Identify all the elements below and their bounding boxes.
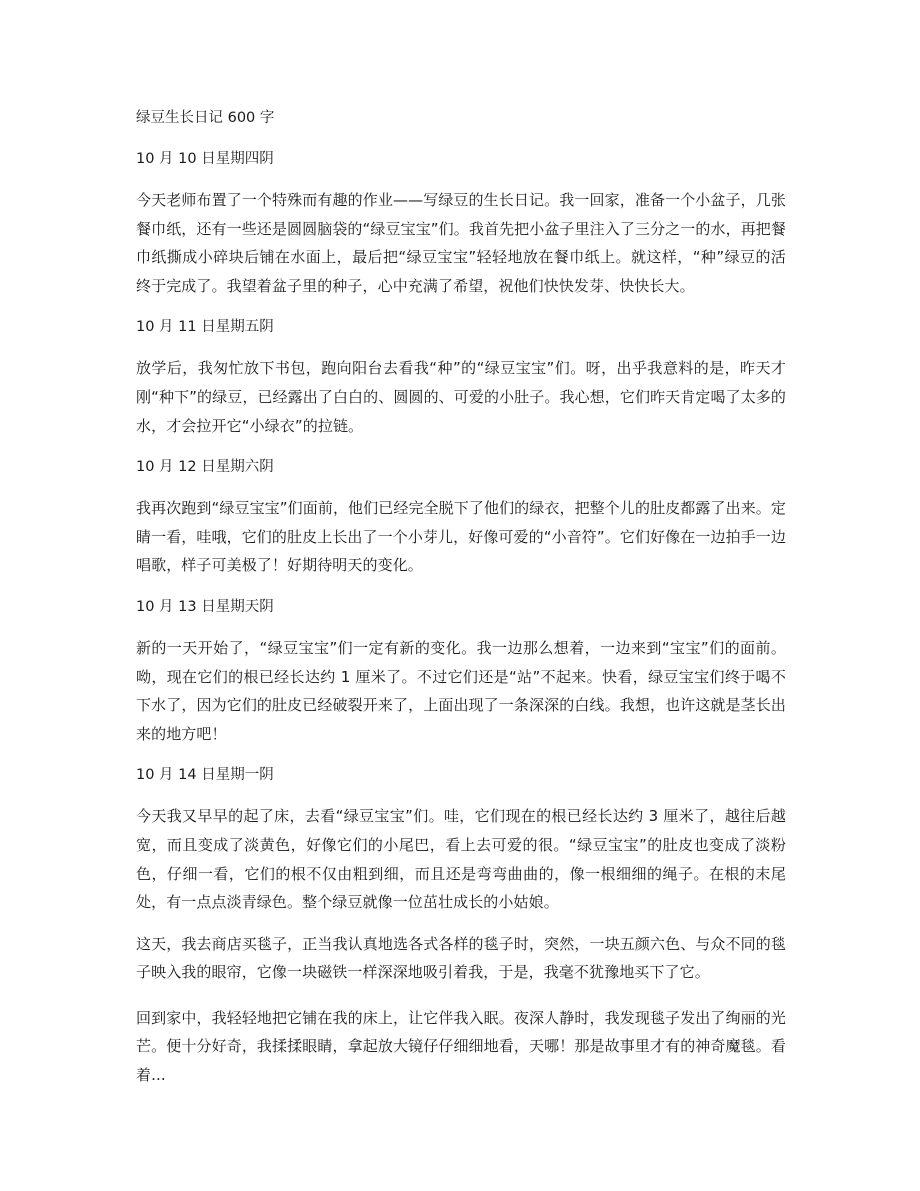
entry-date: 10 月 13 日星期天阴	[136, 598, 274, 615]
entry-paragraph: 今天我又早早的起了床，去看“绿豆宝宝”们。哇，它们现在的根已经长达约 3 厘米了，越往后越宽，而且变成了淡黄色，好像它们的小尾巴，看上去可爱的很。“绿豆宝宝”的肚皮也变成了淡粉色，仔细一看，它们的根不仅由粗到细，而且还是弯弯曲曲的，像一根细细的绳子。在根的末尾处，有一点点淡青绿色。整个绿豆就像一位茁壮成长的小姑娘。	[136, 807, 786, 912]
entry-date: 10 月 10 日星期四阴	[136, 151, 274, 167]
entry-paragraph: 放学后，我匆忙放下书包，跑向阳台去看我“种”的“绿豆宝宝”们。呀，出乎我意料的是，昨天才刚“种下”的绿豆，已经露出了白白的、圆圆的、可爱的小肚子。我心想，它们昨天肯定喝了太多的水，才会拉开它“小绿衣”的拉链。	[136, 359, 786, 435]
entry-date: 10 月 11 日星期五阴	[136, 319, 274, 336]
entry-paragraph: 新的一天开始了，“绿豆宝宝”们一定有新的变化。我一边那么想着，一边来到“宝宝”们的面前。呦，现在它们的根已经长达约 1 厘米了。不过它们还是“站”不起来。快看，绿豆宝宝们终于喝不下水了，因为它们的肚皮已经破裂开来了，上面出现了一条深深的白线。我想，也许这就是茎长出来的地方吧！	[136, 638, 786, 743]
entry-paragraph: 这天，我去商店买毯子，正当我认真地选各式各样的毯子时，突然，一块五颜六色、与众不同的毯子映入我的眼帘，它像一块磁铁一样深深地吸引着我，于是，我毫不犹豫地买下了它。	[136, 934, 786, 982]
entry-paragraph: 我再次跑到“绿豆宝宝”们面前，他们已经完全脱下了他们的绿衣，把整个儿的肚皮都露了出来。定睛一看，哇哦，它们的肚皮上长出了一个小芽儿，好像可爱的“小音符”。它们好像在一边拍手一边唱歌，样子可美极了！好期待明天的变化。	[136, 499, 786, 575]
entry-paragraph: 回到家中，我轻轻地把它铺在我的床上，让它伴我入眠。夜深人静时，我发现毯子发出了绚丽的光芒。便十分好奇，我揉揉眼睛，拿起放大镜仔仔细细地看，天哪！那是故事里才有的神奇魔毯。看着...	[136, 1008, 786, 1085]
document-body	[136, 104, 786, 1103]
entry-paragraph: 今天老师布置了一个特殊而有趣的作业——写绿豆的生长日记。我一回家，准备一个小盆子，几张餐巾纸，还有一些还是圆圆脑袋的“绿豆宝宝”们。我首先把小盆子里注入了三分之一的水，再把餐巾纸撕成小碎块后铺在水面上，最后把“绿豆宝宝”轻轻地放在餐巾纸上。就这样，“种”绿豆的活终于完成了。我望着盆子里的种子，心中充满了希望，祝他们快快发芽、快快长大。	[136, 191, 786, 295]
document-title: 绿豆生长日记 600 字	[136, 110, 275, 126]
entry-date: 10 月 12 日星期六阴	[136, 459, 274, 476]
entry-date: 10 月 14 日星期一阴	[136, 767, 274, 784]
